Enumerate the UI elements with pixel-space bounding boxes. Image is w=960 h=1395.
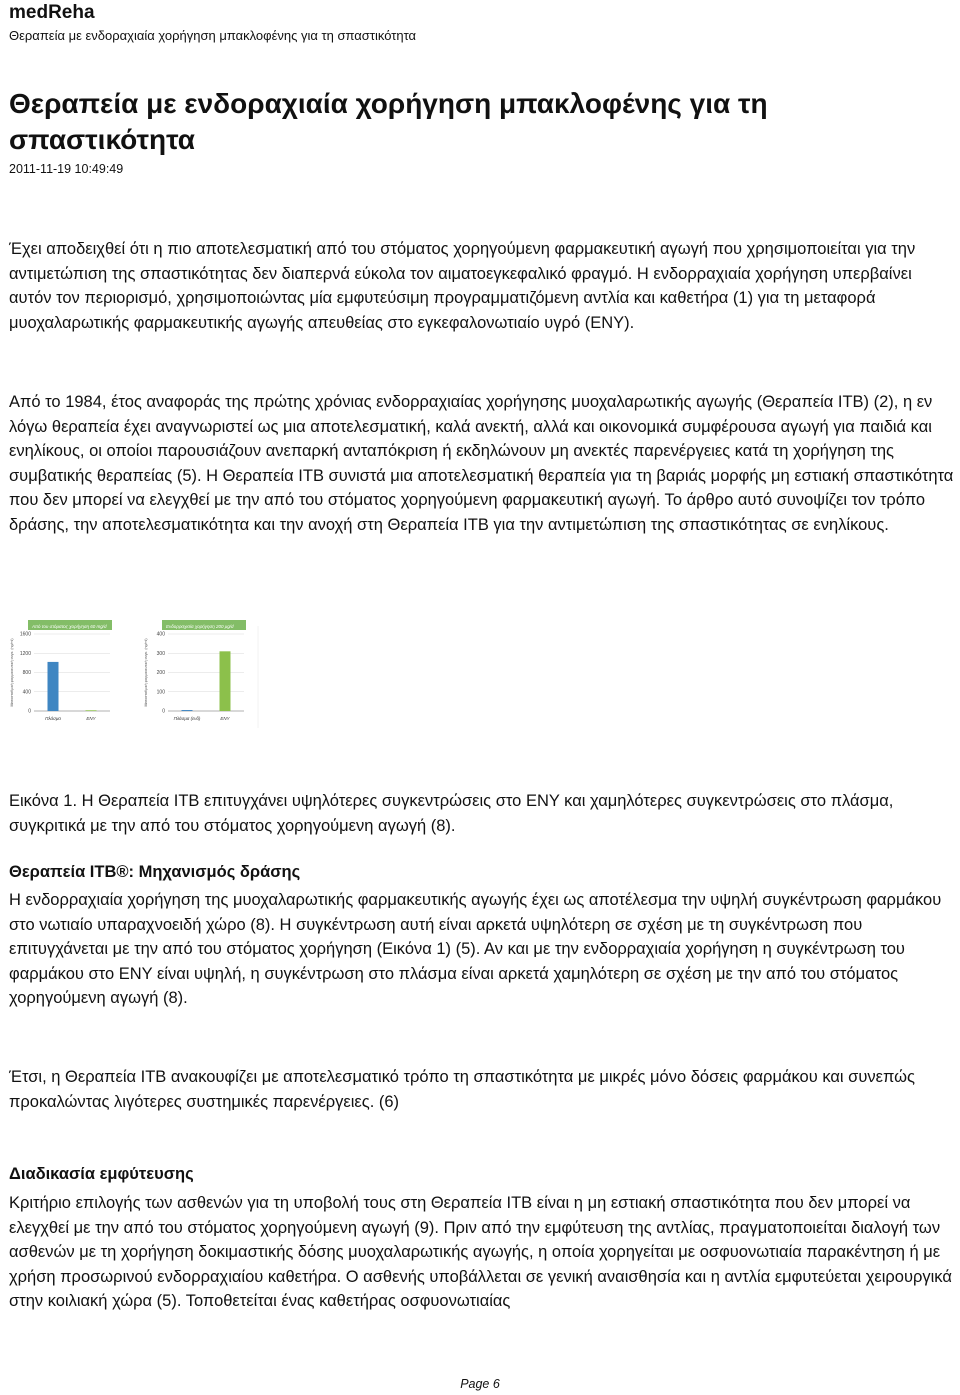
chart-title: Ενδορραχιαία χορήγηση 200 μg/d <box>166 624 234 629</box>
bar <box>220 651 231 711</box>
site-name[interactable]: medReha <box>9 2 95 23</box>
tick-label: 200 <box>156 670 165 677</box>
bar <box>182 710 193 711</box>
site-subtitle: Θεραπεία με ενδοραχιαία χορήγηση μπακλοφένης για τη σπαστικότητα <box>9 28 417 43</box>
paragraph-implantation: Κριτήριο επιλογής των ασθενών για τη υποβολή τους στη Θεραπεία ITB είναι η μη εστιακή σπαστικότητα που δεν μπορεί να ελεγχθεί με την από του στόματος χορηγούμενη αγωγή (9). Πριν από την εμφύτευση της αντλίας, πραγματοποιείται διαλογή των ασθενών με τη χορήγηση δοκιμαστικής δόσης μυοχαλαρωτικής αγωγής, η οποία χορηγείται με οσφυονωτιαία παρακέντηση ή με χρήση προσωρινού ενδορραχιαίου καθετήρα. Ο ασθενής υποβάλλεται σε γενική αναισθησία και η αντλία εμφυτεύεται χειρουργικά στην κοιλιακή χώρα (5). Τοποθετείται ένας καθετήρας οσφυονωτιαίας <box>9 1194 952 1310</box>
tick-label: 100 <box>156 689 165 696</box>
category-label: ΕΝΥ <box>86 716 96 721</box>
tick-label: 400 <box>156 631 165 638</box>
figure-1 <box>8 616 490 740</box>
section-heading-mechanism: Θεραπεία ITB®: Μηχανισμός δράσης <box>9 863 301 881</box>
tick-label: 400 <box>22 689 31 696</box>
bar <box>86 710 97 711</box>
chart-ylabel: Μεσοσταθμική φαρμακευτική συγκ. (ng/ml) <box>144 638 148 707</box>
tick-label: 1200 <box>19 650 31 657</box>
tick-label: 1600 <box>19 631 31 638</box>
category-label: Πλάσμα <box>45 716 61 721</box>
section-heading-implantation: Διαδικασία εμφύτευσης <box>9 1165 194 1183</box>
paragraph-intro: Έχει αποδειχθεί ότι η πιο αποτελεσματική από του στόματος χορηγούμενη φαρμακευτική αγωγή που χρησιμοποιείται για την αντιμετώπιση της σπαστικότητας δεν διαπερνά εύκολα τον αιματοεγκεφαλικό φραγμό. Η ενδορραχιαία χορήγηση υπερβαίνει αυτόν τον περιορισμό, χρησιμοποιώντας μία εμφυτεύσιμη προγραμματιζόμενη αντλία και καθετήρα (1) για τη μεταφορά μυοχαλαρωτικής φαρμακευτικής αγωγής απευθείας στο εγκεφαλονωτιαίο υγρό (ΕΝΥ). <box>9 240 916 332</box>
chart-ylabel: Μεσοσταθμική φαρμακευτική συγκ. (ng/ml) <box>10 638 14 707</box>
paragraph-result: Έτσι, η Θεραπεία ITB ανακουφίζει με αποτελεσματικό τρόπο τη σπαστικότητα με μικρές μόνο δόσεις φαρμάκου και συνεπώς προκαλώντας λιγότερες συστημικές παρενέργειες. (6) <box>9 1068 915 1111</box>
paragraph-mechanism: Η ενδορραχιαία χορήγηση της μυοχαλαρωτικής φαρμακευτικής αγωγής έχει ως αποτέλεσμα την υψηλή συγκέντρωση φαρμάκου στο νωτιαίο υπαραχνοειδή χώρο (8). Η συγκέντρωση αυτή είναι αρκετά υψηλότερη σε σχέση με τη συγκέντρωση που επιτυγχάνεται με την από του στόματος χορήγηση (Εικόνα 1) (5). Αν και με την ενδορραχιαία χορήγηση η συγκέντρωση του φαρμάκου στο ΕΝΥ είναι υψηλή, η συγκέντρωση στο πλάσμα είναι αρκετά χαμηλότερη σε σχέση με την από του στόματος χορηγούμενη αγωγή (8). <box>9 891 942 1007</box>
paragraph-history: Από το 1984, έτος αναφοράς της πρώτης χρόνιας ενδορραχιαίας χορήγησης μυοχαλαρωτικής αγωγής (Θεραπεία ITB) (2), η εν λόγω θεραπεία έχει αναγνωριστεί ως μια αποτελεσματική, καλά ανεκτή, αλλά και οικονομικά συμφέρουσα αγωγή για παιδιά και ενηλίκους, οι οποίοι παρουσιάζουν ανεπαρκή ανταπόκριση ή εκδηλώνουν μη ανεκτές παρενέργειες κατά τη χορήγηση της συμβατικής θεραπείας (5). Η Θεραπεία ITB συνιστά μια αποτελεσματική θεραπεία για τη βαριάς μορφής μη εστιακή σπαστικότητα που δεν μπορεί να ελεγχθεί με την από του στόματος χορηγούμενη φαρμακευτική αγωγή. Το άρθρο αυτό συνοψίζει τον τρόπο δράσης, την αποτελεσματικότητα και την ανοχή στη Θεραπεία ITB για την αντιμετώπιση της σπαστικότητας σε ενηλίκους. <box>9 393 954 534</box>
tick-label: 0 <box>162 708 165 715</box>
tick-label: 300 <box>156 650 165 657</box>
post-date: 2011-11-19 10:49:49 <box>9 162 124 176</box>
tick-label: 0 <box>28 708 31 715</box>
page-title: Θεραπεία με ενδοραχιαία χορήγηση μπακλοφένης για τη σπαστικότητα <box>9 88 768 155</box>
page-number: Page 6 <box>460 1377 500 1391</box>
category-label: Πλάσμα (ενδ) <box>173 716 201 721</box>
tick-label: 800 <box>22 670 31 677</box>
figure-caption: Εικόνα 1. Η Θεραπεία ITB επιτυγχάνει υψηλότερες συγκεντρώσεις στο ΕΝΥ και χαμηλότερες συγκεντρώσεις στο πλάσμα, συγκριτικά με την από του στόματος χορηγούμενη αγωγή (8). <box>9 792 894 835</box>
chart-title: Από του στόματος χορήγηση 60 mg/d <box>32 624 107 629</box>
figure-charts <box>8 616 490 740</box>
bar <box>48 662 59 711</box>
category-label: ΕΝΥ <box>220 716 230 721</box>
